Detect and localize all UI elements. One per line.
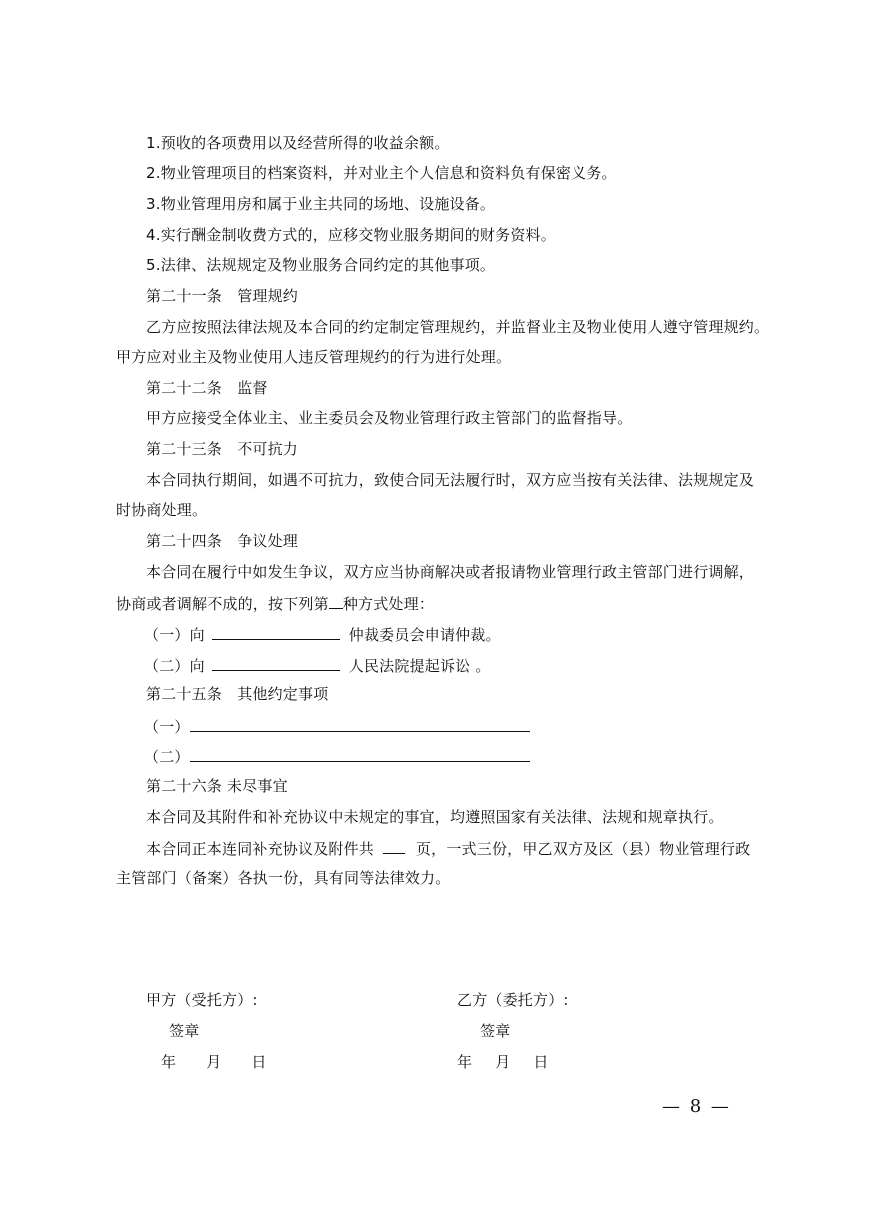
article-21-heading: 第二十一条 管理规约 — [146, 287, 299, 305]
other-matter-1-blank[interactable] — [190, 715, 530, 732]
party-a-date — [161, 1052, 267, 1072]
court-blank[interactable] — [212, 654, 340, 671]
article-23-paragraph-line-2: 时协商处理。 — [116, 501, 208, 519]
year-label: 年 — [457, 1053, 473, 1071]
clause-item-1: 1.预收的各项费用以及经营所得的收益余额。 — [146, 134, 450, 152]
day-label: 日 — [533, 1053, 549, 1071]
other-matter-2 — [144, 745, 530, 767]
other-matter-1 — [144, 715, 530, 737]
article-24-paragraph-line-1: 本合同在履行中如发生争议，双方应当协商解决或者报请物业管理行政主管部门进行调解， — [146, 563, 755, 581]
option-label: （二） — [144, 748, 190, 766]
day-label: 日 — [251, 1053, 267, 1071]
article-22-heading: 第二十二条 监督 — [146, 379, 268, 397]
year-label: 年 — [161, 1053, 177, 1071]
article-21-paragraph-line-2: 甲方应对业主及物业使用人违反管理规约的行为进行处理。 — [116, 348, 512, 366]
month-label: 月 — [206, 1053, 222, 1071]
article-26-paragraph-2-line-1 — [146, 837, 750, 859]
party-a-label: 甲方（受托方）: — [146, 991, 258, 1009]
article-24-text: 协商或者调解不成的，按下列第 — [116, 595, 329, 613]
method-number-blank[interactable] — [329, 592, 343, 609]
article-26-text: 页，一式三份，甲乙双方及区（县）物业管理行政 — [415, 840, 751, 858]
party-a-seal-label: 签章 — [169, 1022, 200, 1040]
month-label: 月 — [495, 1053, 511, 1071]
article-23-heading: 第二十三条 不可抗力 — [146, 440, 299, 458]
article-24-heading: 第二十四条 争议处理 — [146, 532, 299, 550]
option-label: （一） — [144, 718, 190, 736]
party-b-label: 乙方（委托方）: — [457, 991, 569, 1009]
clause-item-4: 4.实行酬金制收费方式的，应移交物业服务期间的财务资料。 — [146, 226, 556, 244]
page-number: — 8 — — [662, 1096, 731, 1117]
party-b-date — [457, 1052, 549, 1072]
clause-item-2: 2.物业管理项目的档案资料，并对业主个人信息和资料负有保密义务。 — [146, 164, 617, 182]
arbitration-committee-blank[interactable] — [212, 623, 340, 640]
other-matter-2-blank[interactable] — [190, 745, 530, 762]
article-26-heading: 第二十六条 未尽事宜 — [146, 777, 288, 795]
article-26-paragraph-1: 本合同及其附件和补充协议中未规定的事宜，均遵照国家有关法律、法规和规章执行。 — [146, 808, 724, 826]
option-label: （二）向 — [144, 657, 205, 675]
article-26-text: 本合同正本连同补充协议及附件共 — [146, 840, 375, 858]
party-b-seal-label: 签章 — [480, 1022, 511, 1040]
option-label: （一）向 — [144, 626, 205, 644]
option-text: 人民法院提起诉讼 。 — [348, 657, 491, 675]
arbitration-option — [144, 623, 501, 645]
option-text: 仲裁委员会申请仲裁。 — [348, 626, 501, 644]
article-21-paragraph-line-1: 乙方应按照法律法规及本合同的约定制定管理规约，并监督业主及物业使用人遵守管理规约。 — [146, 318, 770, 336]
clause-item-3: 3.物业管理用房和属于业主共同的场地、设施设备。 — [146, 195, 496, 213]
page-count-blank[interactable] — [383, 837, 405, 854]
clause-item-5: 5.法律、法规规定及物业服务合同约定的其他事项。 — [146, 256, 496, 274]
article-26-paragraph-2-line-2: 主管部门（备案）各执一份，具有同等法律效力。 — [116, 869, 451, 887]
article-22-paragraph: 甲方应接受全体业主、业主委员会及物业管理行政主管部门的监督指导。 — [146, 409, 633, 427]
article-23-paragraph-line-1: 本合同执行期间，如遇不可抗力，致使合同无法履行时，双方应当按有关法律、法规规定及 — [146, 471, 755, 489]
litigation-option — [144, 654, 491, 676]
article-25-heading: 第二十五条 其他约定事项 — [146, 685, 329, 703]
article-24-paragraph-line-2 — [116, 592, 434, 614]
article-24-text: 种方式处理： — [342, 595, 435, 613]
